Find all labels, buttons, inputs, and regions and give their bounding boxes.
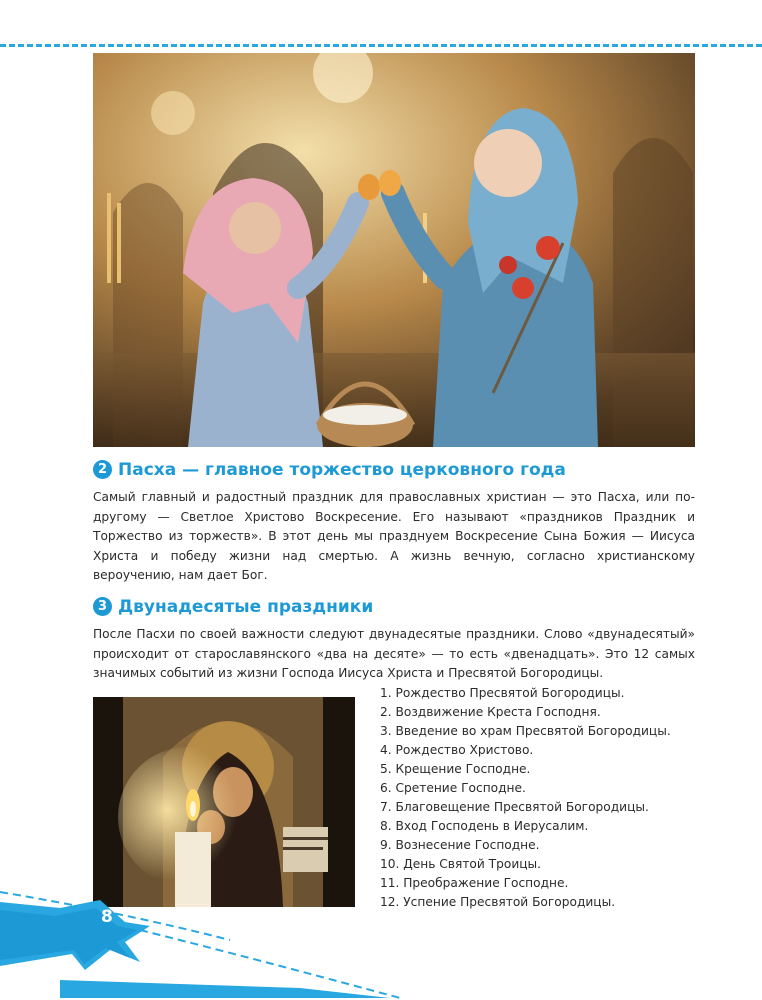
- page-number: 8: [101, 907, 113, 927]
- list-item: 5. Крещение Господне.: [380, 762, 531, 776]
- easter-church-photo: [93, 53, 695, 447]
- section-number-badge: 3: [93, 597, 112, 616]
- list-item: 10. День Святой Троицы.: [380, 857, 542, 871]
- section-title-text: Двунадесятые праздники: [118, 597, 374, 617]
- list-item: 11. Преображение Господне.: [380, 876, 569, 890]
- list-item: 4. Рождество Христово.: [380, 743, 534, 757]
- section-title-easter: [93, 460, 566, 480]
- list-item: 3. Введение во храм Пресвятой Богородицы.: [380, 724, 671, 738]
- section-title-twelve-feasts: [93, 597, 373, 617]
- list-item: 9. Вознесение Господне.: [380, 838, 540, 852]
- section-number-badge: 2: [93, 460, 112, 479]
- top-dashed-divider: [0, 44, 762, 47]
- list-item: 1. Рождество Пресвятой Богородицы.: [380, 686, 625, 700]
- section-title-text: Пасха — главное торжество церковного года: [118, 460, 566, 480]
- list-item: 2. Воздвижение Креста Господня.: [380, 705, 601, 719]
- twelve-feasts-list: [380, 684, 671, 912]
- list-item: 7. Благовещение Пресвятой Богородицы.: [380, 800, 649, 814]
- list-item: 6. Сретение Господне.: [380, 781, 526, 795]
- list-item: 12. Успение Пресвятой Богородицы.: [380, 895, 616, 909]
- twelve-feasts-paragraph: После Пасхи по своей важности следуют двунадесятые праздники. Слово «двунадесятый» происходит от старославянского «два на десяте» — то есть «двенадцать». Это 12 самых значимых событий из жизни Господа Иисуса Христа и Пресвятой Богородицы.: [93, 627, 695, 680]
- corner-star-decoration: [0, 870, 420, 1000]
- easter-paragraph: Самый главный и радостный праздник для православных христиан — это Пасха, или по-другому — Светлое Христово Воскресение. Его называют «праздников Праздник и Торжество из торжеств». В этот день мы празднуем Воскресение Сына Божия — Иисуса Христа и победу жизни над смертью. А жизнь вечную, согласно христианскому вероучению, нам дает Бог.: [93, 490, 695, 582]
- list-item: 8. Вход Господень в Иерусалим.: [380, 819, 589, 833]
